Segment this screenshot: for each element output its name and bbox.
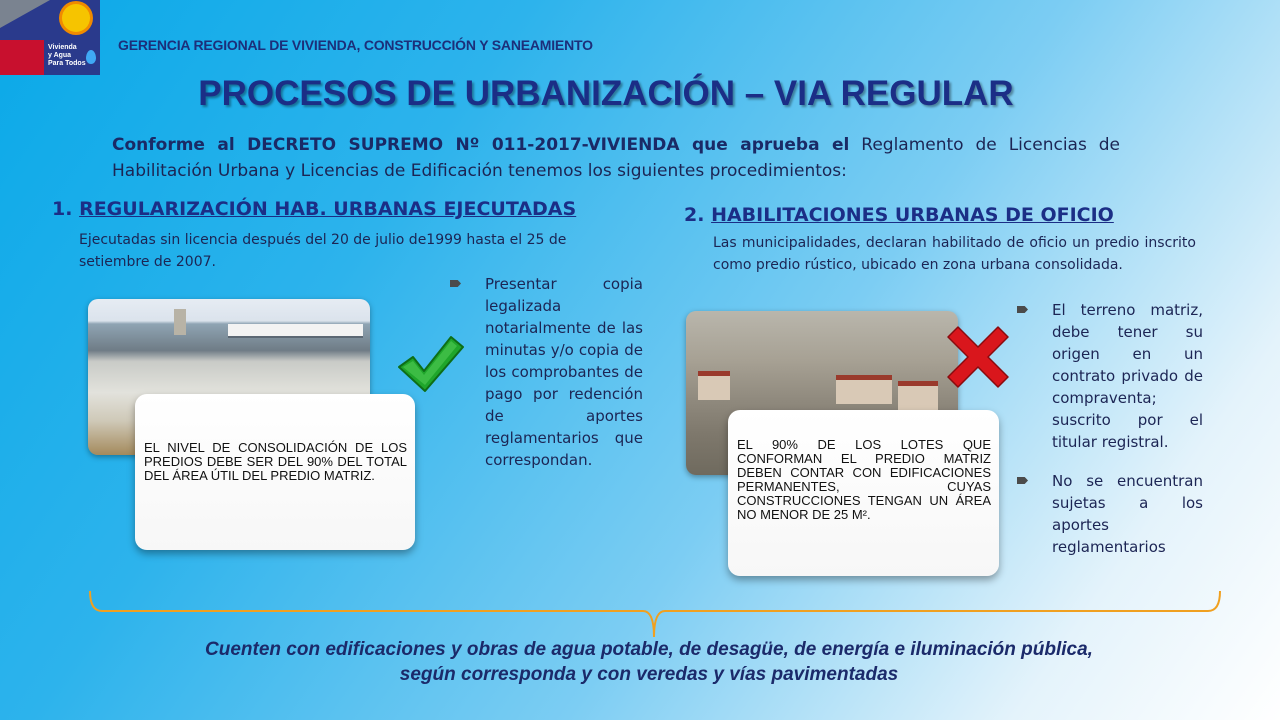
photo-building (228, 324, 363, 338)
section2-info-card (728, 410, 999, 576)
section2-number: 2. (684, 204, 712, 226)
section2-heading (684, 204, 1114, 226)
arrow-bullet-icon (450, 280, 461, 287)
photo-house (698, 371, 730, 400)
footer-line-2: según corresponda y con veredas y vías pavimentadas (399, 664, 899, 685)
section2-bullet-1-text: El terreno matriz, debe tener su origen en un contrato privado de compraventa; suscrito por el titular registral. (1052, 301, 1203, 451)
section1-number: 1. (52, 198, 80, 220)
logo-red-block (0, 40, 44, 75)
section2-bullet-2-text: No se encuentran sujetas a los aportes reglamentarios (1052, 472, 1203, 556)
section1-card-text: EL NIVEL DE CONSOLIDACIÓN DE LOS PREDIOS DEBE SER DEL 90% DEL TOTAL DEL ÁREA ÚTIL DEL PREDIO MATRIZ. (144, 440, 407, 483)
footer-statement (0, 637, 1280, 687)
section1-info-card (135, 394, 415, 550)
water-drop-icon (86, 50, 96, 64)
logo-text: Vivienda y Agua Para Todos (48, 44, 86, 67)
section2-subtitle: Las municipalidades, declaran habilitado de oficio un predio inscrito como predio rústico, ubicado en zona urbana consolidada. (713, 235, 1196, 273)
cross-icon (944, 323, 1012, 391)
intro-normal: Reglamento de Licencias de Habilitación Urbana y Licencias de Edificación tenemos los siguientes procedimientos: (112, 135, 1120, 181)
intro-paragraph (112, 132, 1120, 184)
section2-bullet-2 (1017, 470, 1203, 558)
photo-structure (174, 309, 186, 335)
arrow-bullet-icon (1017, 477, 1028, 484)
section1-bullet-text: Presentar copia legalizada notarialmente de las minutas y/o copia de los comprobantes de pago por redención de aportes reglamentarios que correspondan. (485, 275, 643, 469)
photo-house (898, 381, 938, 410)
page-title: PROCESOS DE URBANIZACIÓN – VIA REGULAR (198, 74, 1014, 113)
organization-name: GERENCIA REGIONAL DE VIVIENDA, CONSTRUCCIÓN Y SANEAMIENTO (118, 37, 593, 53)
footer-line-1: Cuenten con edificaciones y obras de agua potable, de desagüe, de energía e iluminación pública, (205, 639, 1093, 660)
section1-heading (52, 198, 576, 220)
logo (0, 0, 100, 75)
section1-bullet (450, 273, 643, 471)
section2-heading-text: HABILITACIONES URBANAS DE OFICIO (711, 204, 1114, 226)
section2-card-text: EL 90% DE LOS LOTES QUE CONFORMAN EL PREDIO MATRIZ DEBEN CONTAR CON EDIFICACIONES PERMANENTES, CUYAS CONSTRUCCIONES TENGAN UN ÁREA NO MENOR DE 25 M². (737, 437, 991, 522)
photo-house (836, 375, 892, 404)
section1-heading-text: REGULARIZACIÓN HAB. URBANAS EJECUTADAS (79, 198, 577, 220)
arrow-bullet-icon (1017, 306, 1028, 313)
intro-bold: Conforme al DECRETO SUPREMO Nº 011-2017-VIVIENDA que aprueba el (112, 135, 850, 155)
curly-brace (88, 589, 1224, 641)
sun-icon (62, 4, 90, 32)
section2-bullet-1 (1017, 299, 1203, 453)
logo-roof-shape (0, 0, 50, 28)
section1-subtitle: Ejecutadas sin licencia después del 20 de julio de1999 hasta el 25 de setiembre de 2007. (79, 232, 567, 270)
